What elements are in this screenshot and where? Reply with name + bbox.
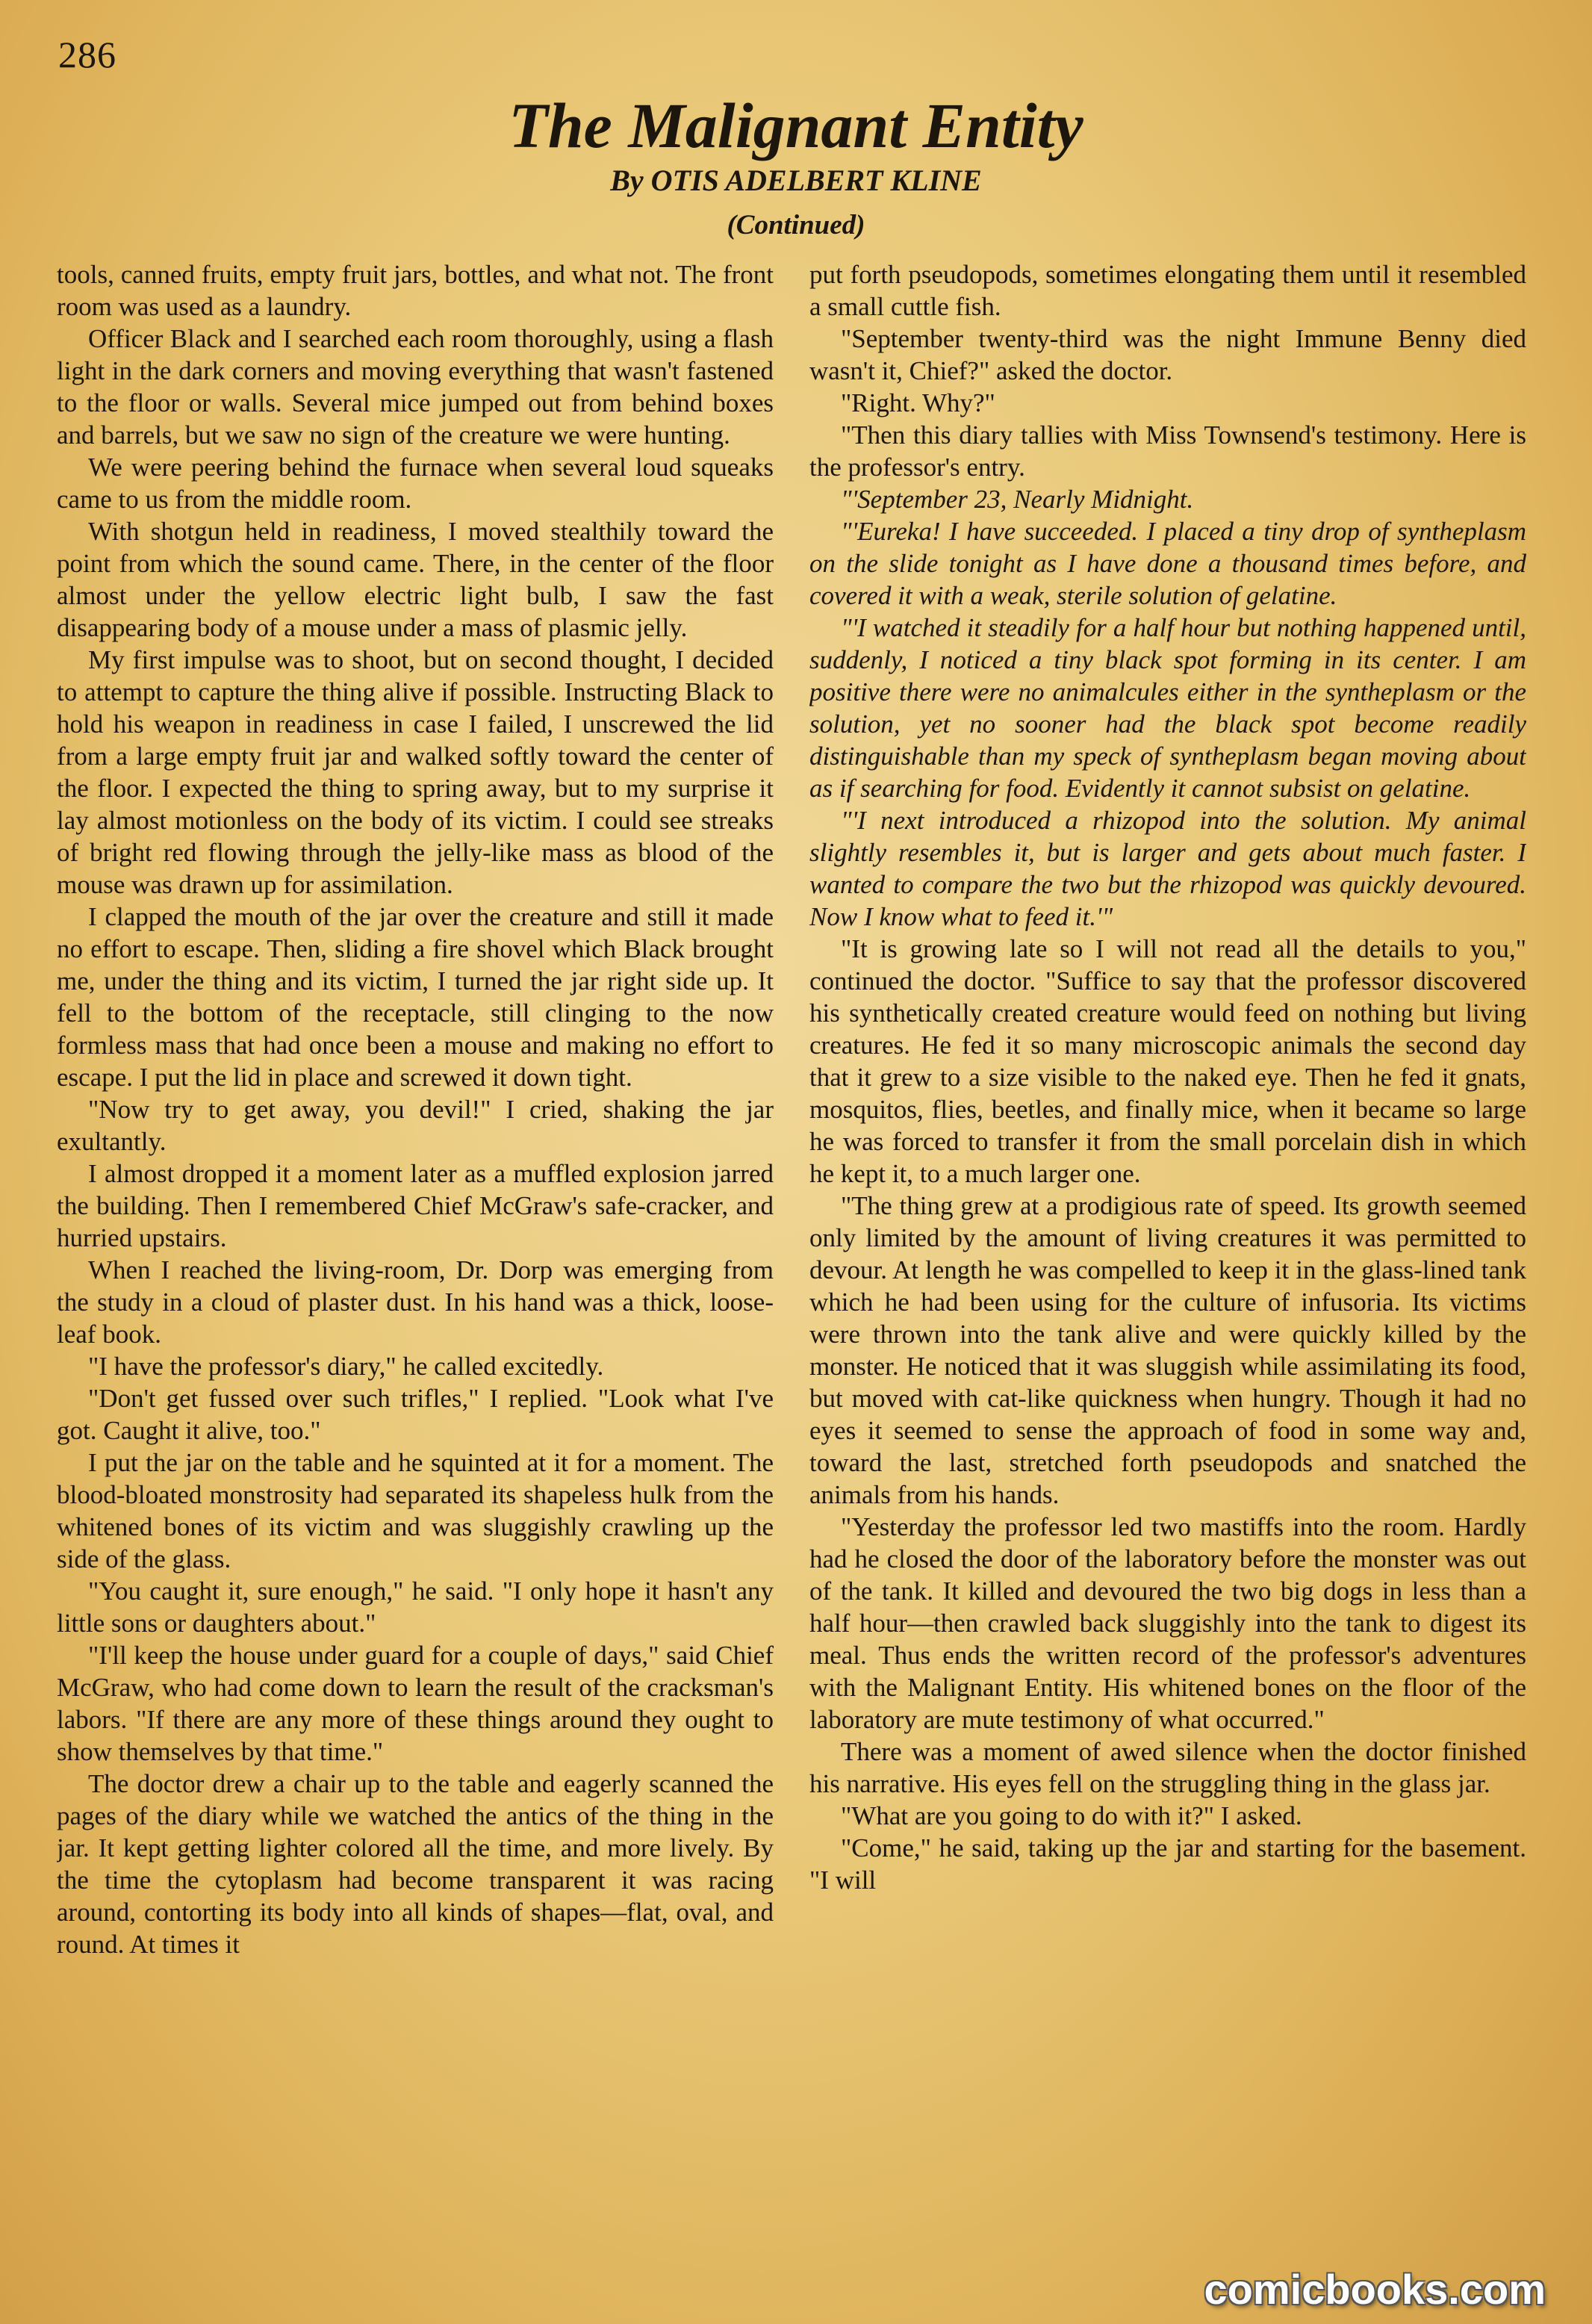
paragraph: "It is growing late so I will not read all the details to you," continued the doctor. "Suffice to say that the professor discovered his synthetically created creature would feed on nothing but living creatures. He fed it so many microscopic animals the second day that it grew to a size visible to the naked eye. Then he fed it gnats, mosquitos, flies, beetles, and finally mice, when it became so large he was forced to transfer it from the small porcelain dish in which he kept it, to a much larger one. — [809, 934, 1526, 1188]
paragraph: The doctor drew a chair up to the table and eagerly scanned the pages of the diary while we watched the antics of the thing in the jar. It kept getting lighter colored all the time, and more lively. By the time the cytoplasm had become transparent it was racing around, contorting its body into all kinds of shapes—flat, oval, and round. At times it — [57, 1769, 774, 1959]
paragraph: I almost dropped it a moment later as a muffled explosion jarred the building. Then I remembered Chief McGraw's safe-cracker, and hurried upstairs. — [57, 1159, 774, 1252]
paragraph: I clapped the mouth of the jar over the creature and still it made no effort to escape. Then, sliding a fire shovel which Black brought me, under the thing and its victim, I turned the jar right side up. It fell to the bottom of the receptacle, still clinging to the now formless mass that had once been a mouse and making no effort to escape. I put the lid in place and screwed it down tight. — [57, 902, 774, 1092]
diary-entry: "'September 23, Nearly Midnight. — [841, 485, 1194, 514]
paragraph: "The thing grew at a prodigious rate of speed. Its growth seemed only limited by the amount of living creatures it was permitted to devour. At length he was compelled to keep it in the glass-lined tank which he had been using for the culture of infusoria. Its victims were thrown into the tank alive and were quickly killed by the monster. He noticed that it was sluggish while assimilating its food, but moved with cat-like quickness when hungry. Though it had no eyes it seemed to sense the approach of food in some way and, toward the last, stretched forth pseudopods and snatched the animals from his hands. — [809, 1191, 1526, 1509]
paragraph: "Then this diary tallies with Miss Townsend's testimony. Here is the professor's entry. — [809, 420, 1526, 482]
diary-entry: "'Eureka! I have succeeded. I placed a tiny drop of syntheplasm on the slide tonight as I have done a thousand times before, and covered it with a weak, sterile solution of gelatine. — [809, 517, 1526, 610]
paragraph: put forth pseudopods, sometimes elongating them until it resembled a small cuttle fish. — [809, 260, 1526, 321]
paragraph: We were peering behind the furnace when several loud squeaks came to us from the middle room. — [57, 453, 774, 514]
diary-entry: "'I watched it steadily for a half hour but nothing happened until, suddenly, I noticed a tiny black spot forming in its center. I am positive there were no animalcules either in the syntheplasm or the solution, yet no sooner had the black spot become readily distinguishable than my speck of syntheplasm began moving about as if searching for food. Evidently it cannot subsist on gelatine. — [809, 613, 1526, 803]
paragraph: "Right. Why?" — [841, 388, 995, 417]
paragraph: "I'll keep the house under guard for a couple of days," said Chief McGraw, who had come down to learn the result of the cracksman's labors. "If there are any more of these things around they ought to show themselves by that time." — [57, 1641, 774, 1766]
paragraph: My first impulse was to shoot, but on second thought, I decided to attempt to capture the thing alive if possible. Instructing Black to hold his weapon in readiness in case I failed, I unscrewed the lid from a large empty fruit jar and walked softly toward the center of the floor. I expected the thing to spring away, but to my surprise it lay almost motionless on the body of its victim. I could see streaks of bright red flowing through the jelly-like mass as blood of the mouse was drawn up for assimilation. — [57, 645, 774, 899]
paragraph: "September twenty-third was the night Immune Benny died wasn't it, Chief?" asked the doctor. — [809, 324, 1526, 385]
paragraph: "Don't get fussed over such trifles," I replied. "Look what I've got. Caught it alive, too." — [57, 1384, 774, 1445]
byline: By OTIS ADELBERT KLINE — [610, 164, 982, 197]
continued-label: (Continued) — [727, 210, 865, 240]
paragraph: When I reached the living-room, Dr. Dorp was emerging from the study in a cloud of plaster dust. In his hand was a thick, loose-leaf book. — [57, 1255, 774, 1349]
paragraph: With shotgun held in readiness, I moved stealthily toward the point from which the sound came. There, in the center of the floor almost under the yellow electric light bulb, I saw the fast disappearing body of a mouse under a mass of plasmic jelly. — [57, 517, 774, 642]
paragraph: tools, canned fruits, empty fruit jars, bottles, and what not. The front room was used as a laundry. — [57, 260, 774, 321]
paragraph: "Yesterday the professor led two mastiffs into the room. Hardly had he closed the door of the laboratory before the monster was out of the tank. It killed and devoured the two big dogs in less than a half hour—then crawled back sluggishly into the tank to digest its meal. Thus ends the written record of the professor's adventures with the Malignant Entity. His whitened bones on the floor of the laboratory are mute testimony of what occurred." — [809, 1512, 1526, 1734]
paragraph: "Now try to get away, you devil!" I cried, shaking the jar exultantly. — [57, 1095, 774, 1156]
story-title: The Malignant Entity — [509, 90, 1083, 161]
paragraph: "You caught it, sure enough," he said. "I only hope it hasn't any little sons or daughters about." — [57, 1576, 774, 1638]
page-number: 286 — [58, 34, 116, 75]
paragraph: Officer Black and I searched each room thoroughly, using a flash light in the dark corners and moving everything that wasn't fastened to the floor or walls. Several mice jumped out from behind boxes and barrels, but we saw no sign of the creature we were hunting. — [57, 324, 774, 450]
paragraph: "Come," he said, taking up the jar and starting for the basement. "I will — [809, 1833, 1526, 1895]
left-column — [57, 258, 774, 2286]
diary-entry: "'I next introduced a rhizopod into the solution. My animal slightly resembles it, but is larger and gets about much faster. I wanted to compare the two but the rhizopod was quickly devoured. Now I know what to feed it.'" — [809, 806, 1526, 931]
watermark: comicbooks.com — [1204, 2266, 1546, 2313]
paragraph: "What are you going to do with it?" I asked. — [841, 1801, 1302, 1830]
paragraph: "I have the professor's diary," he called excitedly. — [88, 1352, 604, 1381]
right-column — [809, 258, 1526, 2286]
paragraph: There was a moment of awed silence when the doctor finished his narrative. His eyes fell on the struggling thing in the glass jar. — [809, 1737, 1526, 1798]
paragraph: I put the jar on the table and he squinted at it for a moment. The blood-bloated monstrosity had separated its shapeless hulk from the whitened bones of its victim and was sluggishly crawling up the side of the glass. — [57, 1448, 774, 1573]
